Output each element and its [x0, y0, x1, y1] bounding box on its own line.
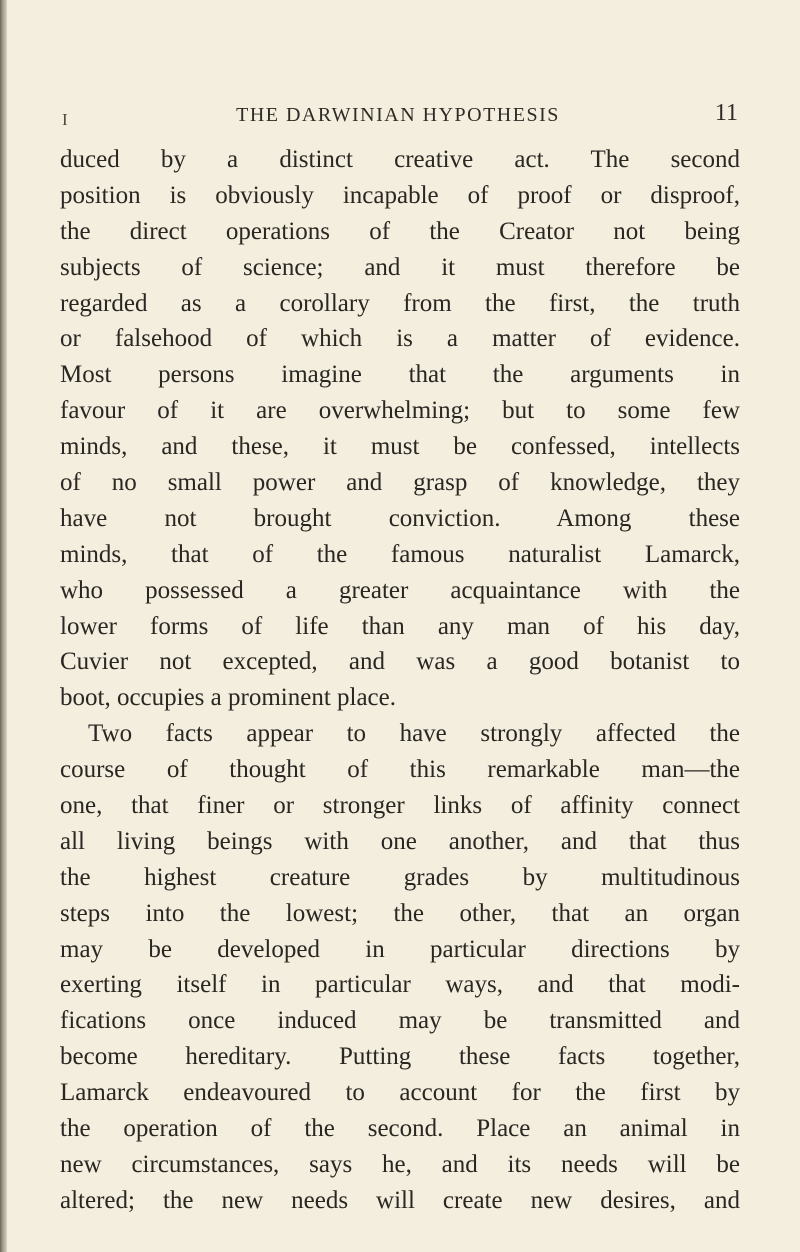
text-line: or falsehood of which is a matter of evidence. [60, 325, 740, 353]
text-line: lower forms of life than any man of his day, [60, 612, 740, 640]
text-line: have not brought conviction. Among these [60, 504, 740, 532]
text-line: position is obviously incapable of proof or disproof, [60, 181, 740, 209]
text-line: exerting itself in particular ways, and that modi- [60, 971, 740, 999]
text-line: Lamarck endeavoured to account for the first by [60, 1079, 740, 1107]
text-line: Cuvier not excepted, and was a good botanist to [60, 648, 740, 676]
text-line: the direct operations of the Creator not being [60, 217, 740, 245]
text-line: course of thought of this remarkable man—the [60, 756, 740, 784]
text-line: the operation of the second. Place an animal in [60, 1115, 740, 1143]
text-line: the highest creature grades by multitudinous [60, 863, 740, 891]
body-text [60, 142, 740, 1219]
text-line: steps into the lowest; the other, that an organ [60, 899, 740, 927]
text-line: fications once induced may be transmitted and [60, 1007, 740, 1035]
text-line: Most persons imagine that the arguments in [60, 361, 740, 389]
text-line: favour of it are overwhelming; but to some few [60, 397, 740, 425]
running-title: THE DARWINIAN HYPOTHESIS [236, 104, 560, 126]
text-line: who possessed a greater acquaintance with the [60, 576, 740, 604]
text-line: regarded as a corollary from the first, the truth [60, 289, 740, 317]
text-line: duced by a distinct creative act. The second [60, 146, 740, 173]
text-line: minds, and these, it must be confessed, intellects [60, 433, 740, 461]
text-line: altered; the new needs will create new desires, and [60, 1186, 740, 1214]
text-line: one, that finer or stronger links of affinity connect [60, 792, 740, 820]
paragraph-start-line: Two facts appear to have strongly affected the [88, 720, 740, 748]
text-line: become hereditary. Putting these facts together, [60, 1043, 740, 1071]
text-line: may be developed in particular directions by [60, 935, 740, 963]
text-line: subjects of science; and it must therefore be [60, 253, 740, 281]
chapter-number: I [62, 110, 68, 129]
text-line: minds, that of the famous naturalist Lamarck, [60, 540, 740, 568]
running-header [58, 100, 738, 134]
page-binding-edge [0, 0, 7, 1252]
paragraph-end-line: boot, occupies a prominent place. [60, 684, 396, 712]
text-line: new circumstances, says he, and its needs will be [60, 1150, 740, 1178]
text-line: of no small power and grasp of knowledge, they [60, 469, 740, 497]
text-line: all living beings with one another, and that thus [60, 827, 740, 855]
page-number: 11 [714, 100, 738, 126]
